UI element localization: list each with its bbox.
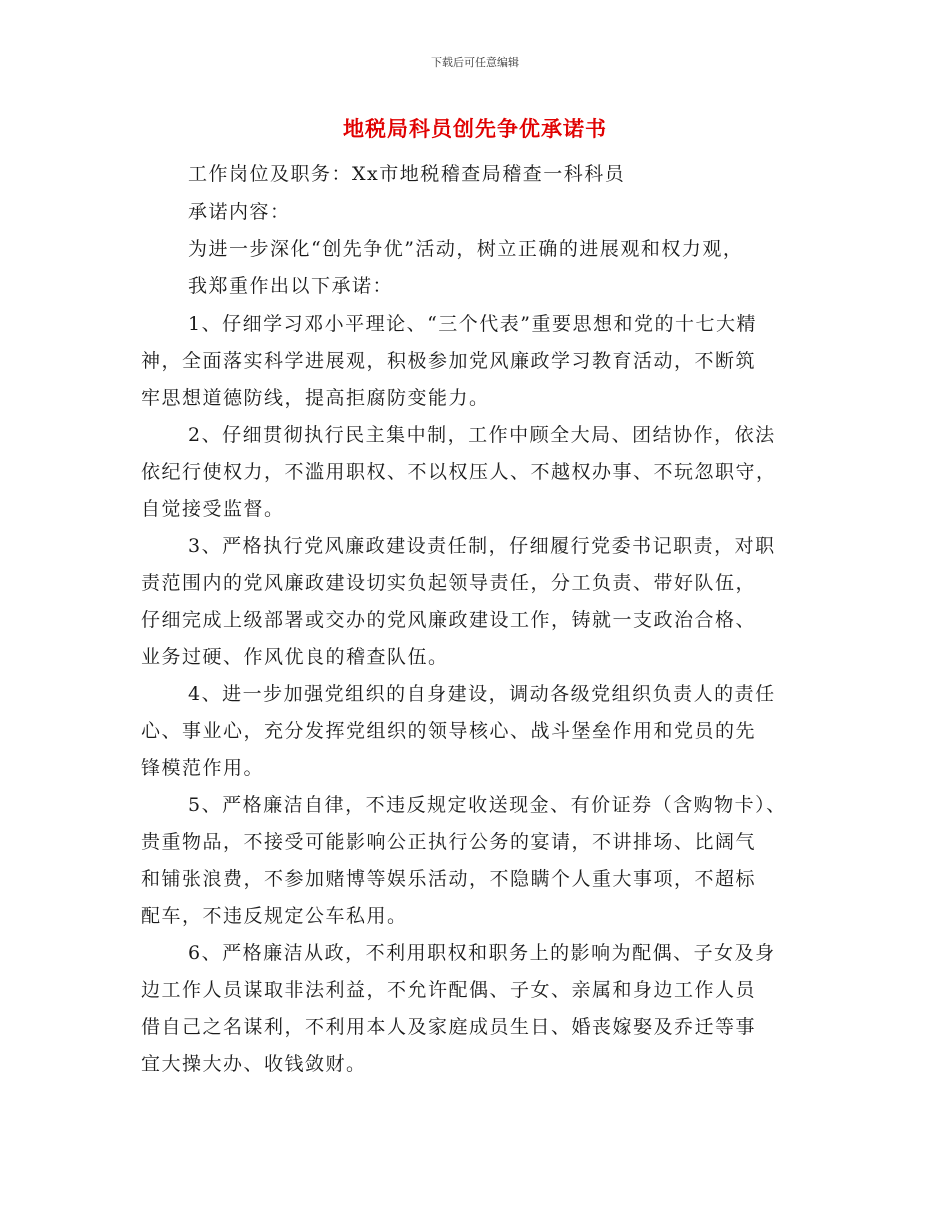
- intro-line: 我郑重作出以下承诺：: [188, 275, 394, 297]
- commitment-5-line: 配车，不违反规定公车私用。: [141, 905, 408, 927]
- commitment-1-line: 神，全面落实科学进展观，积极参加党风廉政学习教育活动，不断筑: [141, 350, 757, 372]
- commitment-6-line: 借自己之名谋利，不利用本人及家庭成员生日、婚丧嫁娶及乔迁等事: [141, 1016, 757, 1038]
- header-note: 下载后可任意编辑: [431, 56, 519, 69]
- content-label: 承诺内容：: [188, 201, 291, 223]
- commitment-1-line: 1、仔细学习邓小平理论、“三个代表”重要思想和党的十七大精: [188, 313, 758, 335]
- commitment-3-line: 责范围内的党风廉政建设切实负起领导责任，分工负责、带好队伍，: [141, 572, 757, 594]
- commitment-5-line: 5、严格廉洁自律，不违反规定收送现金、有价证券（含购物卡）、: [188, 794, 787, 816]
- commitment-6-line: 边工作人员谋取非法利益，不允许配偶、子女、亲属和身边工作人员: [141, 979, 757, 1001]
- commitment-5-line: 贵重物品，不接受可能影响公正执行公务的宴请，不讲排场、比阔气: [141, 831, 757, 853]
- commitment-4-line: 心、事业心，充分发挥党组织的领导核心、战斗堡垒作用和党员的先: [141, 720, 757, 742]
- commitment-2-line: 依纪行使权力，不滥用职权、不以权压人、不越权办事、不玩忽职守，: [141, 461, 777, 483]
- commitment-5-line: 和铺张浪费，不参加赌博等娱乐活动，不隐瞒个人重大事项，不超标: [141, 868, 757, 890]
- document-title: 地税局科员创先争优承诺书: [343, 117, 607, 141]
- commitment-4-line: 4、进一步加强党组织的自身建设，调动各级党组织负责人的责任: [188, 683, 776, 705]
- intro-line: 为进一步深化“创先争优”活动，树立正确的进展观和权力观，: [188, 238, 744, 260]
- commitment-3-line: 仔细完成上级部署或交办的党风廉政建设工作，铸就一支政治合格、: [141, 609, 757, 631]
- commitment-1-line: 牢思想道德防线，提高拒腐防变能力。: [141, 387, 490, 409]
- commitment-3-line: 业务过硬、作风优良的稽查队伍。: [141, 646, 449, 668]
- commitment-2-line: 自觉接受监督。: [141, 498, 285, 520]
- commitment-4-line: 锋模范作用。: [141, 757, 265, 779]
- position-line: 工作岗位及职务：Xx市地税稽查局稽查一科科员: [188, 163, 626, 185]
- commitment-2-line: 2、仔细贯彻执行民主集中制，工作中顾全大局、团结协作，依法: [188, 424, 776, 446]
- commitment-6-line: 6、严格廉洁从政，不利用职权和职务上的影响为配偶、子女及身: [188, 942, 776, 964]
- commitment-3-line: 3、严格执行党风廉政建设责任制，仔细履行党委书记职责，对职: [188, 535, 776, 557]
- commitment-6-line: 宜大操大办、收钱敛财。: [141, 1053, 367, 1075]
